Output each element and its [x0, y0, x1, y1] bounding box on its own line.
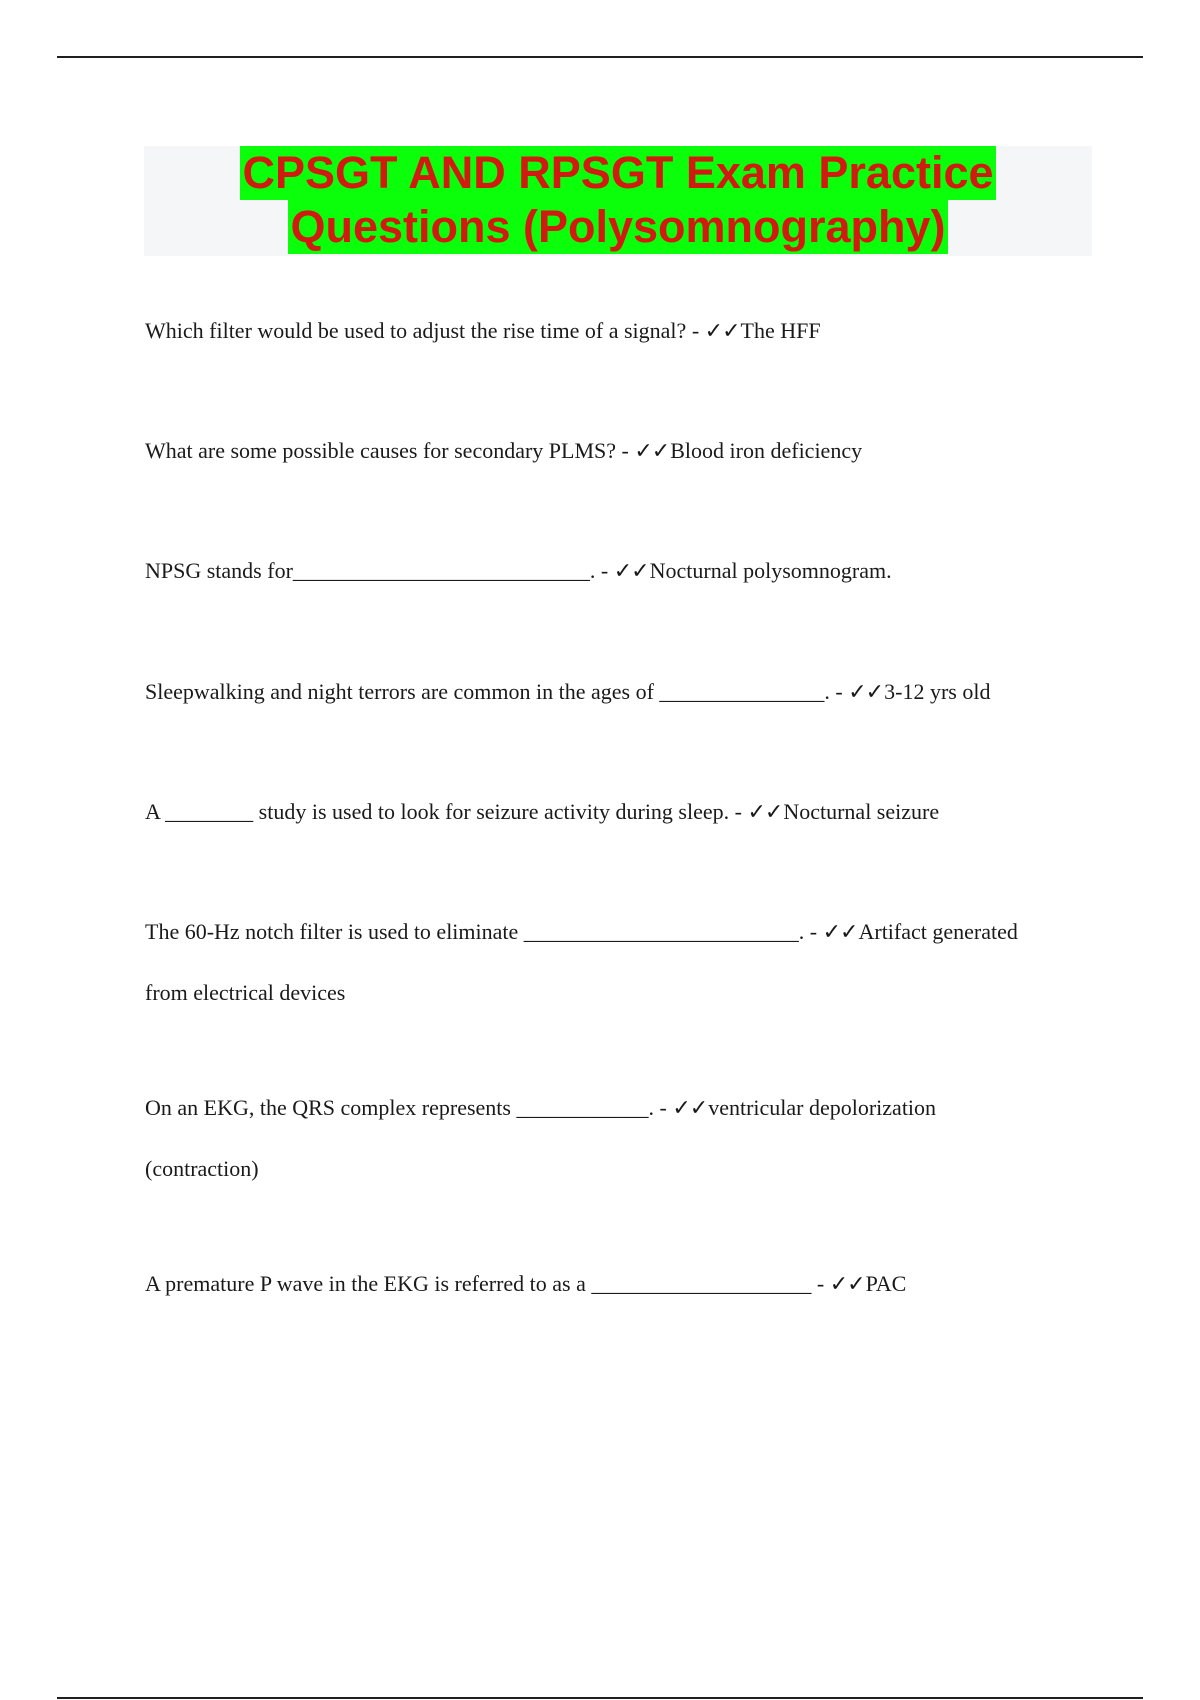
qa-item-4 — [145, 661, 1105, 722]
separator: - — [616, 438, 635, 463]
qa-item-2 — [145, 420, 1105, 481]
separator: - — [595, 558, 614, 583]
answer-continuation: (contraction) — [145, 1156, 259, 1181]
answer-text: 3-12 yrs old — [884, 679, 991, 704]
question-text: What are some possible causes for secondary PLMS? — [145, 438, 617, 463]
answer-text: Nocturnal seizure — [783, 799, 940, 824]
qa-item-3 — [145, 540, 1105, 601]
question-text: On an EKG, the QRS complex represents ____________. — [145, 1095, 654, 1120]
separator: - — [811, 1271, 830, 1296]
title-line-1: CPSGT AND RPSGT Exam Practice — [242, 147, 994, 198]
check-icon: ✓✓ — [747, 799, 783, 824]
question-text: A premature P wave in the EKG is referred to as a ____________________ — [145, 1271, 812, 1296]
check-icon: ✓✓ — [634, 438, 670, 463]
top-divider — [57, 56, 1143, 58]
answer-text: Blood iron deficiency — [670, 438, 863, 463]
question-text: A ________ study is used to look for seizure activity during sleep. — [145, 799, 730, 824]
question-text: The 60-Hz notch filter is used to eliminate _________________________. — [145, 919, 805, 944]
document-title — [144, 146, 1092, 256]
check-icon: ✓✓ — [704, 318, 740, 343]
answer-text: Artifact generated — [858, 919, 1018, 944]
separator: - — [653, 1095, 673, 1120]
check-icon: ✓✓ — [822, 919, 858, 944]
check-icon: ✓✓ — [829, 1271, 865, 1296]
answer-text: ventricular depolorization — [708, 1095, 937, 1120]
answer-text: The HFF — [740, 318, 821, 343]
separator: - — [686, 318, 705, 343]
check-icon: ✓✓ — [672, 1095, 708, 1120]
question-text: NPSG stands for___________________________. — [145, 558, 596, 583]
separator: - — [804, 919, 823, 944]
question-text: Which filter would be used to adjust the rise time of a signal? — [145, 318, 687, 343]
answer-continuation: from electrical devices — [145, 980, 346, 1005]
question-text: Sleepwalking and night terrors are common in the ages of _______________. — [145, 679, 830, 704]
title-line-2: Questions (Polysomnography) — [290, 201, 946, 252]
answer-text: PAC — [865, 1271, 907, 1296]
bottom-divider — [57, 1697, 1143, 1699]
check-icon: ✓✓ — [848, 679, 884, 704]
qa-item-7 — [145, 1077, 1105, 1199]
qa-item-8 — [145, 1253, 1105, 1314]
answer-text: Nocturnal polysomnogram. — [649, 558, 892, 583]
separator: - — [729, 799, 748, 824]
check-icon: ✓✓ — [613, 558, 649, 583]
qa-item-5 — [145, 781, 1105, 842]
separator: - — [829, 679, 849, 704]
qa-item-1 — [145, 300, 1105, 361]
qa-item-6 — [145, 901, 1105, 1023]
